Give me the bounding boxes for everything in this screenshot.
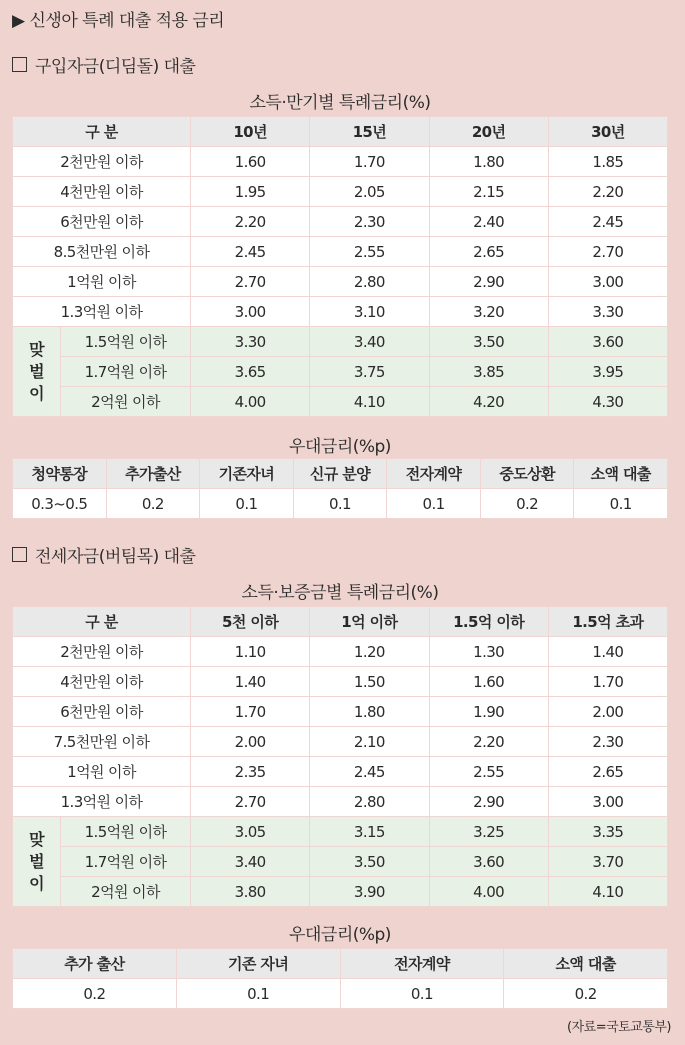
rate-cell: 4.10 bbox=[548, 877, 667, 907]
rate-cell: 1.40 bbox=[548, 637, 667, 667]
jeonse-rate-caption: 소득·보증금별 특례금리(%) bbox=[241, 583, 439, 603]
rate-cell: 1.80 bbox=[310, 697, 429, 727]
income-label-cell: 2천만원 이하 bbox=[13, 147, 191, 177]
pref-value-cell: 0.1 bbox=[200, 489, 294, 519]
rate-cell: 2.70 bbox=[548, 237, 667, 267]
table-row bbox=[13, 787, 668, 817]
pref-header-cell: 중도상환 bbox=[480, 459, 574, 489]
rate-cell: 1.70 bbox=[310, 147, 429, 177]
column-header: 15년 bbox=[310, 117, 429, 147]
rate-cell: 4.10 bbox=[310, 387, 429, 417]
rate-cell: 2.55 bbox=[310, 237, 429, 267]
table-row bbox=[13, 637, 668, 667]
rate-cell: 1.30 bbox=[429, 637, 548, 667]
income-label-cell: 1억원 이하 bbox=[13, 757, 191, 787]
pref-header-cell: 소액 대출 bbox=[504, 949, 668, 979]
rate-cell: 2.40 bbox=[429, 207, 548, 237]
rate-cell: 4.00 bbox=[191, 387, 310, 417]
table-row bbox=[13, 489, 668, 519]
rate-cell: 2.05 bbox=[310, 177, 429, 207]
dual-income-row bbox=[13, 877, 668, 907]
pref-value-cell: 0.2 bbox=[480, 489, 574, 519]
rate-cell: 3.10 bbox=[310, 297, 429, 327]
rate-cell: 3.40 bbox=[310, 327, 429, 357]
table-row bbox=[13, 267, 668, 297]
jeonse-section-heading bbox=[12, 542, 195, 567]
rate-cell: 1.40 bbox=[191, 667, 310, 697]
pref-header-cell: 추가출산 bbox=[106, 459, 200, 489]
rate-cell: 3.60 bbox=[429, 847, 548, 877]
income-label-cell: 1.5억원 이하 bbox=[61, 817, 191, 847]
table-header-row bbox=[13, 459, 668, 489]
rate-cell: 2.15 bbox=[429, 177, 548, 207]
purchase-heading-text: 구입자금(디딤돌) 대출 bbox=[35, 57, 196, 77]
rate-cell: 1.20 bbox=[310, 637, 429, 667]
income-label-cell: 4천만원 이하 bbox=[13, 667, 191, 697]
dual-income-group-label: 맞 벌 이 bbox=[13, 327, 61, 417]
table-row bbox=[13, 727, 668, 757]
column-header: 1.5억 이하 bbox=[429, 607, 548, 637]
purchase-rate-caption: 소득·만기별 특례금리(%) bbox=[249, 93, 431, 113]
rate-cell: 2.20 bbox=[191, 207, 310, 237]
column-header: 1억 이하 bbox=[310, 607, 429, 637]
rate-cell: 3.30 bbox=[548, 297, 667, 327]
rate-cell: 2.20 bbox=[548, 177, 667, 207]
pref-value-cell: 0.2 bbox=[13, 979, 177, 1009]
rate-cell: 3.90 bbox=[310, 877, 429, 907]
pref-value-cell: 0.1 bbox=[340, 979, 504, 1009]
dual-income-row bbox=[13, 817, 668, 847]
dual-income-group-label: 맞 벌 이 bbox=[13, 817, 61, 907]
income-label-cell: 6천만원 이하 bbox=[13, 207, 191, 237]
rate-cell: 3.05 bbox=[191, 817, 310, 847]
rate-cell: 1.85 bbox=[548, 147, 667, 177]
rate-cell: 3.50 bbox=[310, 847, 429, 877]
rate-cell: 2.90 bbox=[429, 267, 548, 297]
income-label-cell: 2천만원 이하 bbox=[13, 637, 191, 667]
rate-cell: 2.30 bbox=[548, 727, 667, 757]
rate-cell: 1.70 bbox=[191, 697, 310, 727]
column-header: 구 분 bbox=[13, 607, 191, 637]
pref-value-cell: 0.2 bbox=[504, 979, 668, 1009]
pref-header-cell: 추가 출산 bbox=[13, 949, 177, 979]
pref-header-cell: 신규 분양 bbox=[293, 459, 387, 489]
income-label-cell: 1.7억원 이하 bbox=[61, 357, 191, 387]
rate-cell: 2.65 bbox=[429, 237, 548, 267]
table-row bbox=[13, 979, 668, 1009]
pref-header-cell: 전자계약 bbox=[340, 949, 504, 979]
income-label-cell: 2억원 이하 bbox=[61, 387, 191, 417]
income-label-cell: 1.5억원 이하 bbox=[61, 327, 191, 357]
checkbox-square-icon bbox=[12, 57, 27, 72]
dual-income-row bbox=[13, 327, 668, 357]
income-label-cell: 1.7억원 이하 bbox=[61, 847, 191, 877]
rate-cell: 3.20 bbox=[429, 297, 548, 327]
table-row bbox=[13, 177, 668, 207]
column-header: 20년 bbox=[429, 117, 548, 147]
income-label-cell: 4천만원 이하 bbox=[13, 177, 191, 207]
table-row bbox=[13, 207, 668, 237]
rate-cell: 3.60 bbox=[548, 327, 667, 357]
rate-cell: 1.60 bbox=[429, 667, 548, 697]
table-row bbox=[13, 667, 668, 697]
jeonse-pref-caption: 우대금리(%p) bbox=[289, 925, 391, 945]
pref-value-cell: 0.1 bbox=[574, 489, 668, 519]
column-header: 1.5억 초과 bbox=[548, 607, 667, 637]
purchase-pref-caption: 우대금리(%p) bbox=[289, 437, 391, 457]
dual-income-row bbox=[13, 847, 668, 877]
rate-cell: 1.50 bbox=[310, 667, 429, 697]
rate-cell: 2.30 bbox=[310, 207, 429, 237]
income-label-cell: 6천만원 이하 bbox=[13, 697, 191, 727]
rate-cell: 3.15 bbox=[310, 817, 429, 847]
dual-income-row bbox=[13, 357, 668, 387]
rate-cell: 2.65 bbox=[548, 757, 667, 787]
income-label-cell: 7.5천만원 이하 bbox=[13, 727, 191, 757]
rate-cell: 3.25 bbox=[429, 817, 548, 847]
income-label-cell: 2억원 이하 bbox=[61, 877, 191, 907]
table-header-row bbox=[13, 607, 668, 637]
rate-cell: 1.60 bbox=[191, 147, 310, 177]
rate-cell: 3.40 bbox=[191, 847, 310, 877]
purchase-rate-table bbox=[12, 116, 668, 417]
table-header-row bbox=[13, 949, 668, 979]
rate-cell: 2.90 bbox=[429, 787, 548, 817]
table-row bbox=[13, 237, 668, 267]
purchase-pref-table bbox=[12, 458, 668, 519]
pref-header-cell: 기존 자녀 bbox=[176, 949, 340, 979]
column-header: 10년 bbox=[191, 117, 310, 147]
pref-value-cell: 0.3~0.5 bbox=[13, 489, 107, 519]
pref-value-cell: 0.1 bbox=[387, 489, 481, 519]
jeonse-pref-table bbox=[12, 948, 668, 1009]
rate-cell: 2.35 bbox=[191, 757, 310, 787]
column-header: 구 분 bbox=[13, 117, 191, 147]
table-row bbox=[13, 147, 668, 177]
rate-cell: 2.80 bbox=[310, 267, 429, 297]
pref-header-cell: 전자계약 bbox=[387, 459, 481, 489]
pref-header-cell: 소액 대출 bbox=[574, 459, 668, 489]
jeonse-heading-text: 전세자금(버팀목) 대출 bbox=[35, 547, 196, 567]
pref-value-cell: 0.1 bbox=[293, 489, 387, 519]
income-label-cell: 1억원 이하 bbox=[13, 267, 191, 297]
dual-income-row bbox=[13, 387, 668, 417]
column-header: 30년 bbox=[548, 117, 667, 147]
rate-cell: 1.95 bbox=[191, 177, 310, 207]
jeonse-rate-table bbox=[12, 606, 668, 907]
rate-cell: 2.45 bbox=[310, 757, 429, 787]
rate-cell: 2.45 bbox=[548, 207, 667, 237]
rate-cell: 3.70 bbox=[548, 847, 667, 877]
income-label-cell: 1.3억원 이하 bbox=[13, 787, 191, 817]
rate-cell: 4.20 bbox=[429, 387, 548, 417]
rate-cell: 3.35 bbox=[548, 817, 667, 847]
rate-cell: 3.80 bbox=[191, 877, 310, 907]
page-title: ▶ 신생아 특례 대출 적용 금리 bbox=[12, 11, 225, 31]
column-header: 5천 이하 bbox=[191, 607, 310, 637]
table-header-row bbox=[13, 117, 668, 147]
income-label-cell: 1.3억원 이하 bbox=[13, 297, 191, 327]
rate-cell: 3.85 bbox=[429, 357, 548, 387]
table-row bbox=[13, 757, 668, 787]
rate-cell: 1.70 bbox=[548, 667, 667, 697]
rate-cell: 3.95 bbox=[548, 357, 667, 387]
rate-cell: 2.55 bbox=[429, 757, 548, 787]
table-row bbox=[13, 297, 668, 327]
rate-cell: 3.30 bbox=[191, 327, 310, 357]
purchase-section-heading bbox=[12, 52, 195, 77]
pref-header-cell: 기존자녀 bbox=[200, 459, 294, 489]
rate-cell: 1.80 bbox=[429, 147, 548, 177]
pref-value-cell: 0.1 bbox=[176, 979, 340, 1009]
source-note: (자료=국토교통부) bbox=[567, 1020, 671, 1035]
rate-cell: 1.90 bbox=[429, 697, 548, 727]
income-label-cell: 8.5천만원 이하 bbox=[13, 237, 191, 267]
rate-cell: 4.30 bbox=[548, 387, 667, 417]
rate-cell: 3.00 bbox=[191, 297, 310, 327]
rate-cell: 2.10 bbox=[310, 727, 429, 757]
rate-cell: 3.50 bbox=[429, 327, 548, 357]
rate-cell: 2.80 bbox=[310, 787, 429, 817]
rate-cell: 2.70 bbox=[191, 267, 310, 297]
rate-cell: 3.00 bbox=[548, 787, 667, 817]
rate-cell: 3.65 bbox=[191, 357, 310, 387]
rate-cell: 3.00 bbox=[548, 267, 667, 297]
rate-cell: 2.70 bbox=[191, 787, 310, 817]
rate-cell: 2.20 bbox=[429, 727, 548, 757]
pref-header-cell: 청약통장 bbox=[13, 459, 107, 489]
table-row bbox=[13, 697, 668, 727]
rate-cell: 2.45 bbox=[191, 237, 310, 267]
pref-value-cell: 0.2 bbox=[106, 489, 200, 519]
rate-cell: 2.00 bbox=[191, 727, 310, 757]
rate-cell: 3.75 bbox=[310, 357, 429, 387]
rate-cell: 2.00 bbox=[548, 697, 667, 727]
rate-cell: 4.00 bbox=[429, 877, 548, 907]
rate-cell: 1.10 bbox=[191, 637, 310, 667]
checkbox-square-icon bbox=[12, 547, 27, 562]
